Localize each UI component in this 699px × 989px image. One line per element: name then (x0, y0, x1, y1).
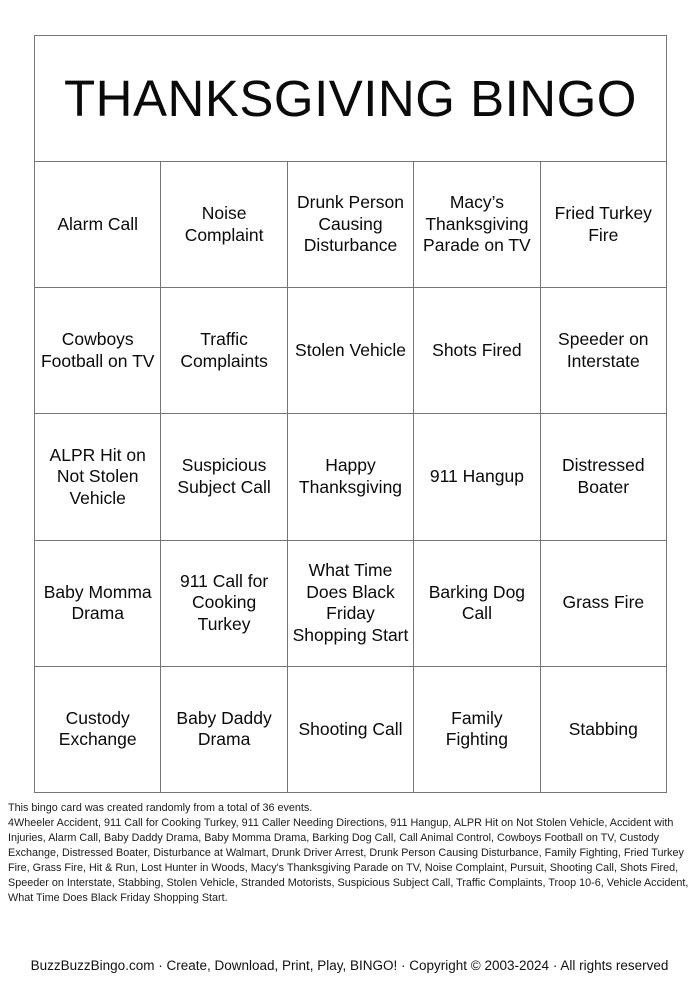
bingo-cell: Speeder on Interstate (541, 288, 667, 414)
bingo-cell: Family Fighting (414, 667, 540, 793)
bingo-cell: 911 Call for Cooking Turkey (161, 541, 287, 667)
notes-events-list: 4Wheeler Accident, 911 Call for Cooking Turkey, 911 Caller Needing Directions, 911 Hangup, ALPR Hit on Not Stolen Vehicle, Accident with Injuries, Alarm Call, Baby Daddy Drama, Baby Momma Drama, Barking Dog Call, Call Animal Control, Cowboys Football on TV, Custody Exchange, Distressed Boater, Disturbance at Walmart, Drunk Driver Arrest, Drunk Person Causing Disturbance, Family Fighting, Fried Turkey Fire, Grass Fire, Hit & Run, Lost Hunter in Woods, Macy's Thanksgiving Parade on TV, Noise Complaint, Pursuit, Shooting Call, Shots Fired, Speeder on Interstate, Stabbing, Stolen Vehicle, Stranded Motorists, Suspicious Subject Call, Traffic Complaints, Troop 10-6, Vehicle Accident, What Time Does Black Friday Shopping Start. (8, 817, 689, 904)
bingo-cell: Barking Dog Call (414, 541, 540, 667)
bingo-cell: Custody Exchange (35, 667, 161, 793)
bingo-cell: Noise Complaint (161, 162, 287, 288)
bingo-cell: Macy’s Thanksgiving Parade on TV (414, 162, 540, 288)
bingo-grid (34, 161, 667, 793)
bingo-cell: What Time Does Black Friday Shopping Start (288, 541, 414, 667)
bingo-cell: Baby Momma Drama (35, 541, 161, 667)
bingo-cell: Alarm Call (35, 162, 161, 288)
bingo-cell: Suspicious Subject Call (161, 414, 287, 540)
bingo-cell: Cowboys Football on TV (35, 288, 161, 414)
bingo-cell: Drunk Person Causing Disturbance (288, 162, 414, 288)
site-footer: BuzzBuzzBingo.com · Create, Download, Print, Play, BINGO! · Copyright © 2003-2024 · All rights reserved (30, 958, 669, 973)
card-title: THANKSGIVING BINGO (64, 70, 637, 127)
bingo-cell: Happy Thanksgiving (288, 414, 414, 540)
bingo-cell: Distressed Boater (541, 414, 667, 540)
notes-summary: This bingo card was created randomly from a total of 36 events. (8, 802, 313, 814)
card-notes (8, 801, 693, 906)
bingo-cell: Traffic Complaints (161, 288, 287, 414)
card-title-box (34, 35, 667, 162)
bingo-cell: Baby Daddy Drama (161, 667, 287, 793)
bingo-cell: Stolen Vehicle (288, 288, 414, 414)
bingo-cell: 911 Hangup (414, 414, 540, 540)
bingo-cell: Stabbing (541, 667, 667, 793)
bingo-cell: ALPR Hit on Not Stolen Vehicle (35, 414, 161, 540)
bingo-cell: Grass Fire (541, 541, 667, 667)
bingo-cell: Fried Turkey Fire (541, 162, 667, 288)
bingo-cell: Shooting Call (288, 667, 414, 793)
bingo-cell: Shots Fired (414, 288, 540, 414)
